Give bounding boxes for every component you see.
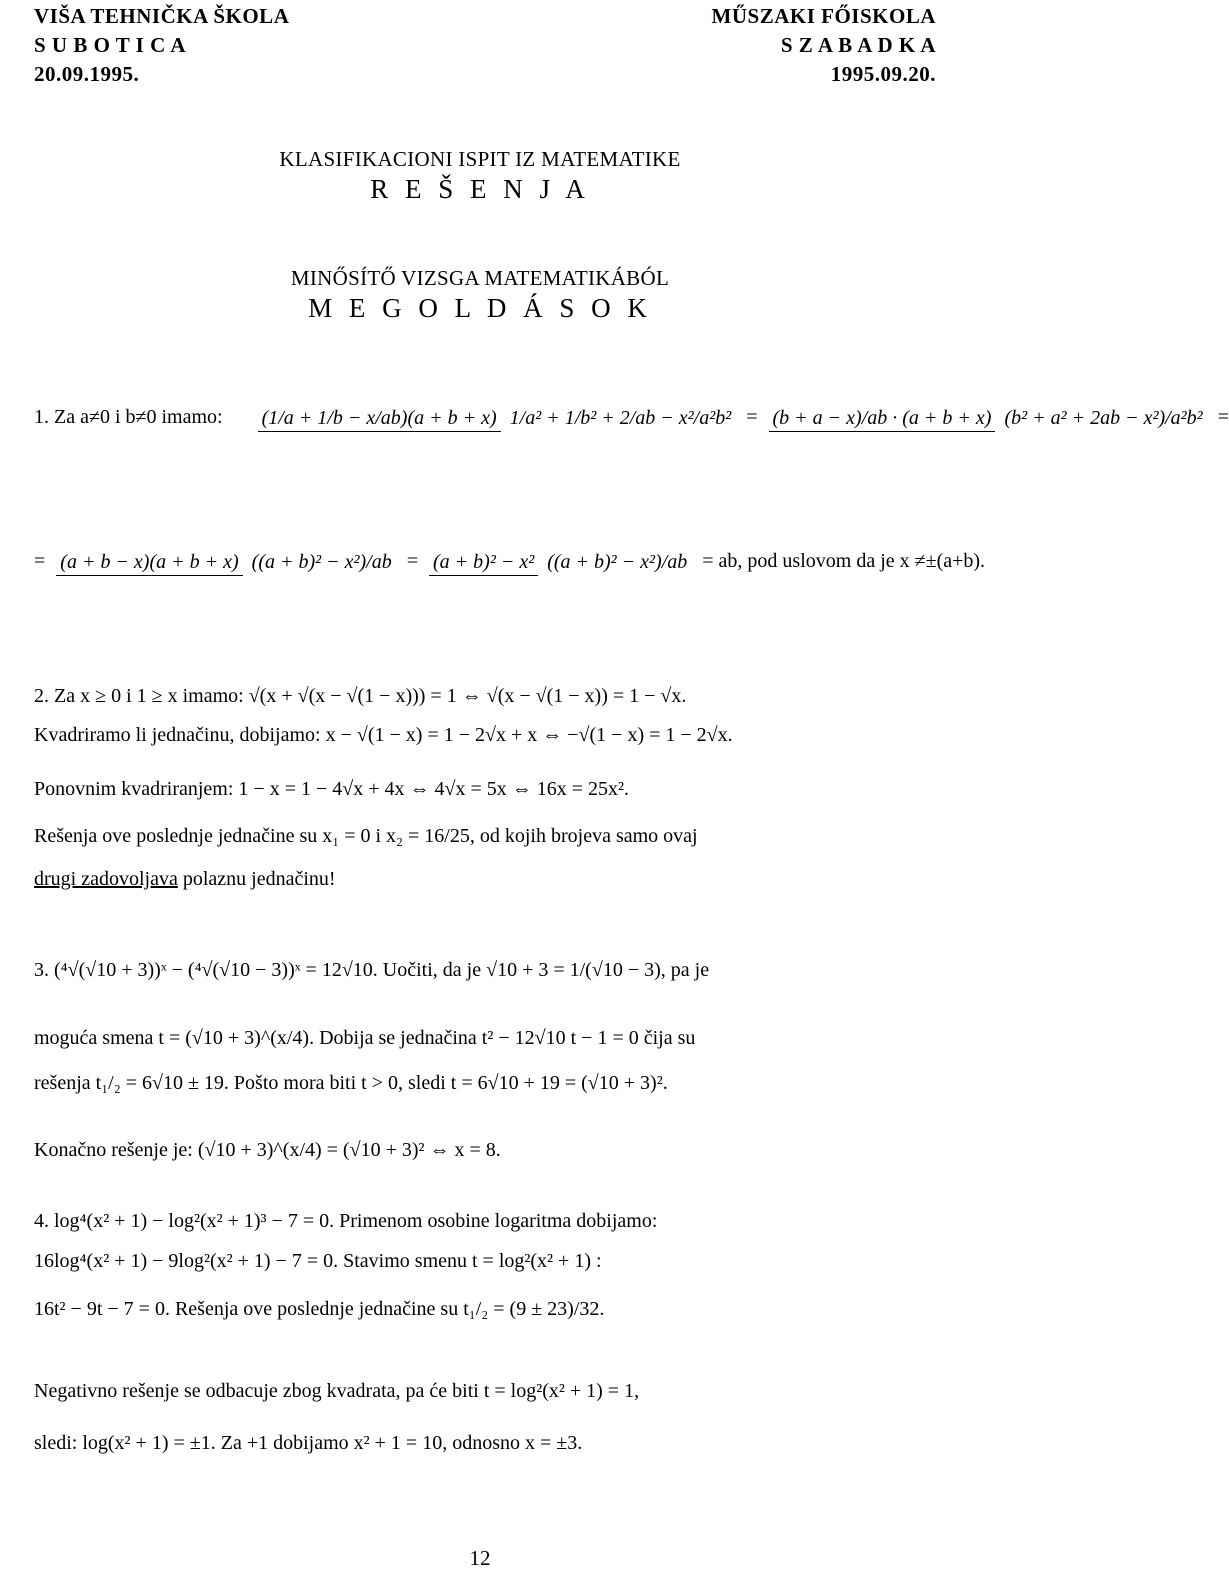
p1-eq3: = [34,550,46,572]
p1-row2 [34,548,985,575]
header-right-school: MŰSZAKI FŐISKOLA [711,4,936,28]
title-hungarian [0,266,960,324]
header-left [34,2,289,89]
p1-n3: (a + b − x)(a + b + x) [56,551,242,576]
title-hu-line: MINŐSÍTŐ VIZSGA MATEMATIKÁBÓL [290,266,670,290]
p1-n2: (b + a − x)/ab · (a + b + x) [769,407,996,432]
p3-line3: rešenja t₁/₂ = 6√10 ± 19. Pošto mora biti t > 0, sledi t = 6√10 + 19 = (√10 + 3)². [34,1072,668,1094]
p1-d2: (b² + a² + 2ab − x²)/a²b² [1004,407,1203,430]
p4-line1: 4. log⁴(x² + 1) − log²(x² + 1)³ − 7 = 0. Primenom osobine logaritma dobijamo: [34,1210,658,1232]
p2-underlined: drugi zadovoljava [34,868,178,890]
header-left-date: 20.09.1995. [34,62,140,86]
p1-n1: (1/a + 1/b − x/ab)(a + b + x) [258,407,501,432]
p1-d3: ((a + b)² − x²)/ab [251,551,392,574]
title-sr-line: KLASIFIKACIONI ISPIT IZ MATEMATIKE [279,147,681,171]
header-right [712,2,936,89]
p1-d1: 1/a² + 1/b² + 2/ab − x²/a²b² [509,407,732,430]
p3-line4: Konačno rešenje je: (√10 + 3)^(x/4) = (√10 + 3)² ⇔ x = 8. [34,1139,501,1161]
header-left-school: VIŠA TEHNIČKA ŠKOLA [34,4,290,28]
p2-line4: Rešenja ove poslednje jednačine su x₁ = 0 i x₂ = 16/25, od kojih brojeva samo ovaj [34,825,698,847]
p1-label: 1. Za a≠0 i b≠0 imamo: [34,406,223,428]
p2-line5 [34,866,336,892]
p4-line2: 16log⁴(x² + 1) − 9log²(x² + 1) − 7 = 0. Stavimo smenu t = log²(x² + 1) : [34,1250,602,1272]
p1-eq4: = [406,550,419,572]
p2-line5-rest: polaznu jednačinu! [177,868,336,890]
p1-frac4 [429,549,691,575]
header-left-city: S U B O T I C A [34,33,187,57]
p1-n4: (a + b)² − x² [429,551,538,576]
p3-line1: 3. (⁴√(√10 + 3))ˣ − (⁴√(√10 − 3))ˣ = 12√10. Uočiti, da je √10 + 3 = 1/(√10 − 3), pa je [34,959,710,981]
p1-eq1: = [746,406,758,428]
p2-line2: Kvadriramo li jednačinu, dobijamo: x − √(1 − x) = 1 − 2√x + x ⇔ −√(1 − x) = 1 − 2√x. [34,724,733,746]
p4-line4: Negativno rešenje se odbacuje zbog kvadrata, pa će biti t = log²(x² + 1) = 1, [34,1380,640,1402]
p2-line1: 2. Za x ≥ 0 i 1 ≥ x imamo: √(x + √(x − √(1 − x))) = 1 ⇔ √(x − √(1 − x)) = 1 − √x. [34,685,687,707]
header-right-date: 1995.09.20. [830,62,936,86]
p1-eq2: = [1217,406,1229,428]
header-right-city: S Z A B A D K A [780,33,936,57]
title-hu-big: M E G O L D Á S O K [308,293,652,323]
p4-line3: 16t² − 9t − 7 = 0. Rešenja ove poslednje jednačine su t₁/₂ = (9 ± 23)/32. [34,1298,605,1320]
title-sr-big: R E Š E N J A [370,174,590,204]
p4-line5: sledi: log(x² + 1) = ±1. Za +1 dobijamo x² + 1 = 10, odnosno x = ±3. [34,1432,583,1454]
page-number: 12 [469,1546,491,1570]
p1-tail: = ab, pod uslovom da je x ≠±(a+b). [702,550,986,572]
p3-line2: moguća smena t = (√10 + 3)^(x/4). Dobija se jednačina t² − 12√10 t − 1 = 0 čija su [34,1027,696,1049]
title-serbian [0,147,960,205]
p1-frac3 [56,549,395,575]
p1-frac2 [769,405,1207,431]
p2-line3: Ponovnim kvadriranjem: 1 − x = 1 − 4√x + 4x ⇔ 4√x = 5x ⇔ 16x = 25x². [34,778,630,800]
p1-row1 [34,404,1229,431]
p1-d4: ((a + b)² − x²)/ab [547,551,688,574]
p1-frac1 [258,405,736,431]
